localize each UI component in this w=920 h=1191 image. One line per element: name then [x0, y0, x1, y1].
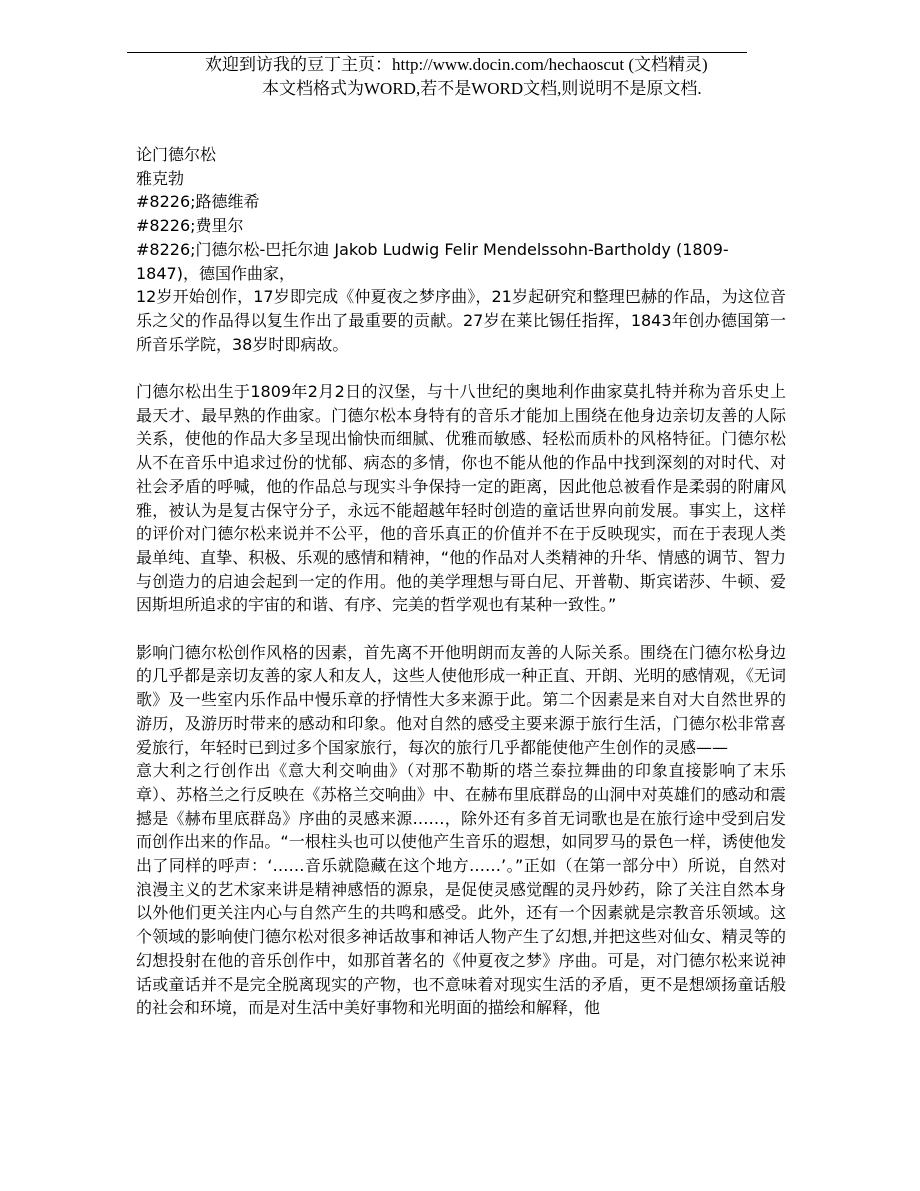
- paragraph-intro: 12岁开始创作，17岁即完成《仲夏夜之梦序曲》，21岁起研究和整理巴赫的作品，为这位音乐之父的作品得以复生作出了最重要的贡献。27岁在莱比锡任指挥，1843年创办德国第一所音乐学院，38岁时即病故。: [136, 287, 786, 354]
- header-format-note: 本文档格式为WORD,若不是WORD文档,则说明不是原文档.: [262, 79, 702, 98]
- author-line: #8226;路德维希: [136, 192, 260, 212]
- paragraph-birth: 门德尔松出生于1809年2月2日的汉堡，与十八世纪的奥地利作曲家莫扎特并称为音乐史上最天才、最早熟的作曲家。门德尔松本身特有的音乐才能加上围绕在他身边亲切友善的人际关系，使他的作品大多呈现出愉快而细腻、优雅而敏感、轻松而质朴的风格特征。门德尔松从不在音乐中追求过份的忧郁、病态的多情，你也不能从他的作品中找到深刻的对时代、对社会矛盾的呼喊，他的作品总与现实斗争保持一定的距离，因此他总被看作是柔弱的附庸风雅，被认为是复古保守分子，永远不能超越年轻时创造的童话世界向前发展。事实上，这样的评价对门德尔松来说并不公平，他的音乐真正的价值并不在于反映现实，而在于表现人类最单纯、直挚、积极、乐观的感情和精神，“他的作品对人类精神的升华、情感的调节、智力与创造力的启迪会起到一定的作用。他的美学理想与哥白尼、开普勒、斯宾诺莎、牛顿、爱因斯坦所追求的宇宙的和谐、有序、完美的哲学观也有某种一致性。”: [136, 382, 786, 615]
- header-promo-line: 欢迎到访我的豆丁主页：http://www.docin.com/hechaoscut (文档精灵): [205, 55, 708, 74]
- author-line: 雅克勃: [136, 168, 185, 188]
- header-rule: [127, 52, 747, 53]
- author-line: #8226;门德尔松-巴托尔迪 Jakob Ludwig Felir Mendelssohn-Bartholdy (1809-: [136, 239, 729, 259]
- article-title: 论门德尔松: [136, 145, 217, 164]
- author-line: #8226;费里尔: [136, 216, 244, 236]
- paragraph-travels: 意大利之行创作出《意大利交响曲》（对那不勒斯的塔兰泰拉舞曲的印象直接影响了末乐章）、苏格兰之行反映在《苏格兰交响曲》中、在赫布里底群岛的山洞中对英雄们的感动和震撼是《赫布里底群岛》序曲的灵感来源……，除外还有多首无词歌也是在旅行途中受到启发而创作出来的作品。“一根柱头也可以使他产生音乐的遐想，如同罗马的景色一样，诱使他发出了同样的呼声：‘……音乐就隐藏在这个地方……’。”正如（在第一部分中）所说，自然对浪漫主义的艺术家来讲是精神感悟的源泉，是促使灵感觉醒的灵丹妙药，除了关注自然本身以外他们更关注内心与自然产生的共鸣和感受。此外，还有一个因素就是宗教音乐领域。这个领域的影响使门德尔松对很多神话故事和神话人物产生了幻想,并把这些对仙女、精灵等的幻想投射在他的音乐创作中，如那首著名的《仲夏夜之梦》序曲。可是，对门德尔松来说神话或童话并不是完全脱离现实的产物，也不意味着对现实生活的矛盾，更不是想颂扬童话般的社会和环境，而是对生活中美好事物和光明面的描绘和解释，他: [136, 761, 786, 1018]
- paragraph-gap: [136, 617, 786, 641]
- article-body: [136, 143, 786, 1020]
- paragraph-influences: 影响门德尔松创作风格的因素，首先离不开他明朗而友善的人际关系。围绕在门德尔松身边的几乎都是亲切友善的家人和友人，这些人使他形成一种正直、开朗、光明的感情观，《无词歌》及一些室内乐作品中慢乐章的抒情性大多来源于此。第二个因素是来自对大自然世界的游历，及游历时带来的感动和印象。他对自然的感受主要来源于旅行生活，门德尔松非常喜爱旅行，年轻时已到过多个国家旅行，每次的旅行几乎都能使他产生创作的灵感——: [136, 642, 786, 757]
- paragraph-gap: [136, 356, 786, 380]
- author-line: 1847)，德国作曲家，: [136, 263, 295, 283]
